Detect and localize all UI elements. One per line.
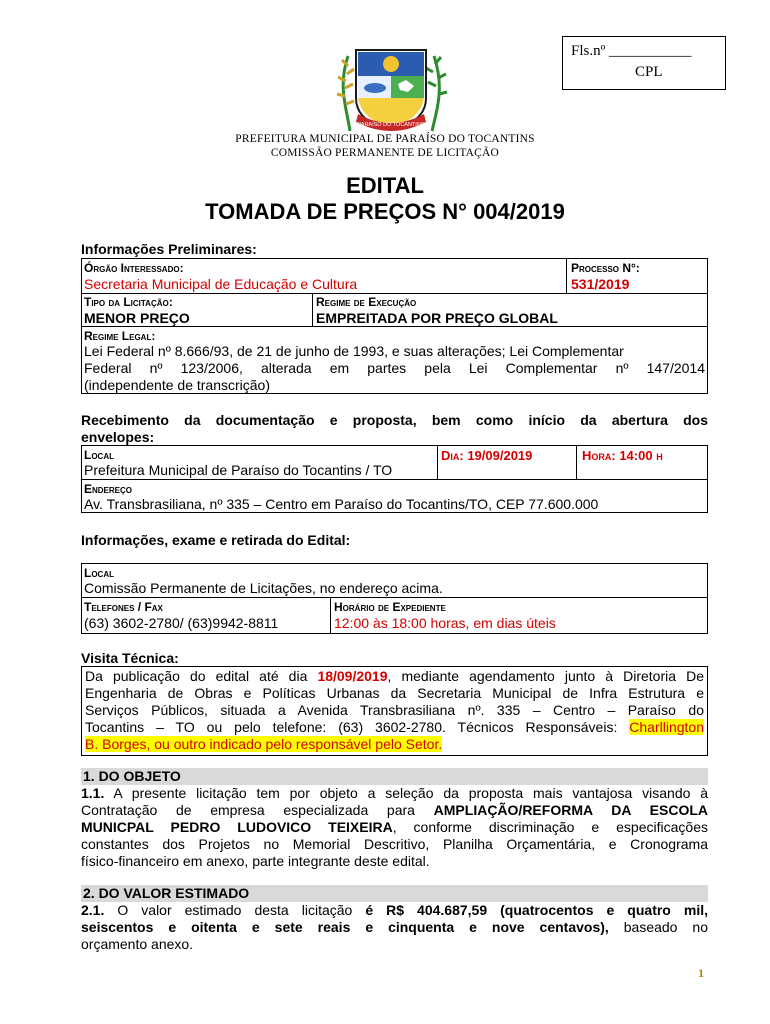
processo-value: 531/2019 [571,276,630,292]
objeto-line1: 1.1. A presente licitação tem por objeto a seleção da proposta mais vantajosa visando à [81,785,708,801]
info-local-value: Comissão Permanente de Licitações, no endereço acima. [84,580,443,596]
orgao-value: Secretaria Municipal de Educação e Cultura [84,276,358,292]
recebimento-dia: Dia: 19/09/2019 [441,448,533,463]
visita-line3: Serviços Públicos, situada a Avenida Transbrasiliana nº. 335 – Centro – Paraíso do [85,702,704,718]
municipal-crest-logo [328,36,454,136]
recebimento-local-value: Prefeitura Municipal de Paraíso do Tocantins / TO [84,462,393,478]
endereco-label: Endereço [84,482,133,496]
tipo-label: Tipo da Licitação: [84,295,173,309]
folio-box [562,36,726,90]
telefones-value: (63) 3602-2780/ (63)9942-8811 [84,615,279,631]
tomada-title: TOMADA DE PREÇOS N° 004/2019 [205,199,565,224]
visita-line4: Tocantins – TO ou pelo telefone: (63) 3602-2780. Técnicos Responsáveis: Charllington [85,719,704,735]
folio-cpl-label: CPL [635,64,663,80]
visita-line5: B. Borges, ou outro indicado pelo responsável pelo Setor. [85,736,443,752]
recebimento-local-label: Local [84,448,114,462]
valor-line3: orçamento anexo. [81,936,194,952]
regime-legal-line2: Federal nº 123/2006, alterada em partes pela Lei Complementar nº 147/2014 [84,360,705,376]
objeto-line5: físico-financeiro em anexo, parte integrante deste edital. [81,853,430,869]
page-number: 1 [698,966,704,980]
informacoes-heading: Informações, exame e retirada do Edital: [81,532,351,548]
visita-line2: Engenharia de Obras e Políticas Urbanas da Secretaria Municipal de Infra Estrutura e [85,685,704,701]
header-prefeitura: PREFEITURA MUNICIPAL DE PARAÍSO DO TOCANTINS [235,133,535,145]
section-objeto-heading: 1. DO OBJETO [81,768,708,785]
valor-line2: seiscentos e oitenta e sete reais e cinquenta e nove centavos), baseado no [81,919,708,935]
visita-date: 18/09/2019 [317,668,388,684]
prelim-heading: Informações Preliminares: [81,241,257,257]
recebimento-hora: Hora: 14:00 h [582,448,663,463]
endereco-value: Av. Transbrasiliana, nº 335 – Centro em Paraíso do Tocantins/TO, CEP 77.600.000 [84,496,599,512]
section-valor-heading: 2. DO VALOR ESTIMADO [81,885,708,902]
recebimento-heading-2: envelopes: [81,429,155,445]
horario-value: 12:00 às 18:00 horas, em dias úteis [334,615,556,631]
regime-exec-value: EMPREITADA POR PREÇO GLOBAL [316,310,558,326]
tecnico-highlight: Charllington [629,719,704,735]
regime-legal-line1: Lei Federal nº 8.666/93, de 21 de junho de 1993, e suas alterações; Lei Complementar [84,343,624,359]
valor-line1: 2.1. O valor estimado desta licitação é R$ 404.687,59 (quatrocentos e quatro mil, [81,902,708,918]
objeto-line3: MUNICPAL PEDRO LUDOVICO TEIXEIRA, conforme discriminação e especificações [81,819,708,835]
tipo-value: MENOR PREÇO [84,310,190,326]
objeto-line2: Contratação de empresa especializada para AMPLIAÇÃO/REFORMA DA ESCOLA [81,802,709,818]
regime-exec-label: Regime de Execução [316,295,417,309]
edital-title: EDITAL [346,173,424,198]
horario-label: Horário de Expediente [334,600,446,614]
recebimento-heading-1: Recebimento da documentação e proposta, bem como início da abertura dos [81,412,708,428]
info-local-label: Local [84,566,114,580]
header-comissao: COMISSÃO PERMANENTE DE LICITAÇÃO [270,147,500,159]
crest-banner-text: PARAÍSO DO TOCANTINS [357,122,425,128]
processo-label: Processo N°: [571,261,640,275]
folio-number-label: Fls.nº ___________ [571,43,692,59]
visita-heading: Visita Técnica: [81,650,179,666]
regime-legal-line3: (independente de transcrição) [84,377,271,393]
orgao-label: Órgão Interessado: [84,261,184,275]
visita-line1: Da publicação do edital até dia 18/09/2019, mediante agendamento junto à Diretoria De [85,668,704,684]
objeto-line4: constantes dos Projetos no Memorial Descritivo, Planilha Orçamentária, e Cronograma [81,836,708,852]
telefones-label: Telefones / Fax [84,600,163,614]
regime-legal-label: Regime Legal: [84,329,156,343]
